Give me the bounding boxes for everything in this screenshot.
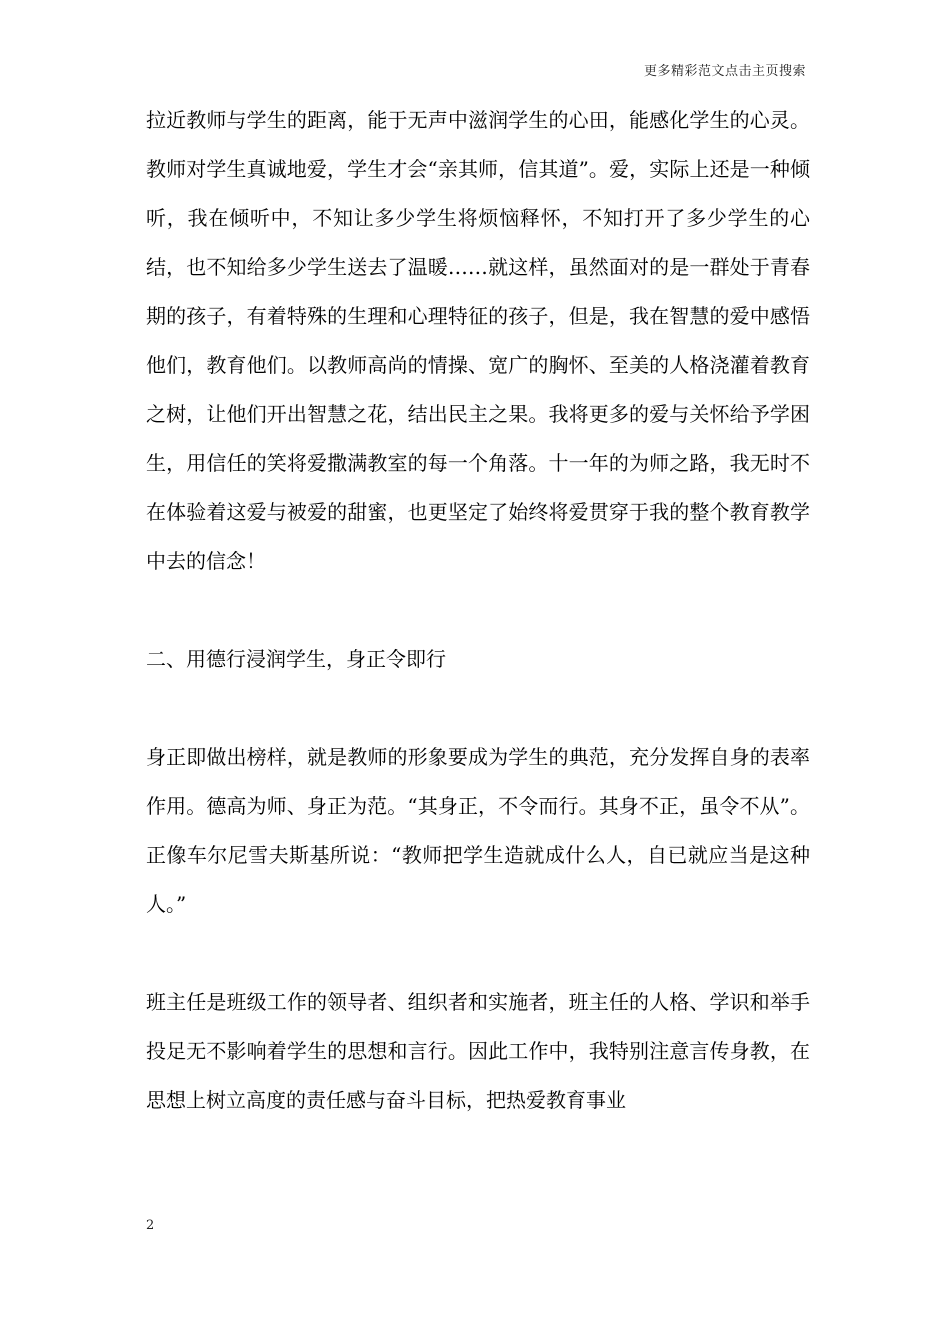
page-number: 2 [146,1218,155,1233]
paragraph-1: 拉近教师与学生的距离，能于无声中滋润学生的心田，能感化学生的心灵。教师对学生真诚地爱，学生才会“亲其师，信其道”。爱，实际上还是一种倾听，我在倾听中，不知让多少学生将烦恼释怀，不知打开了多少学生的心结，也不知给多少学生送去了温暖……就这样，虽然面对的是一群处于青春期的孩子，有着特殊的生理和心理特征的孩子，但是，我在智慧的爱中感悟他们，教育他们。以教师高尚的情操、宽广的胸怀、至美的人格浇灌着教育之树，让他们开出智慧之花，结出民主之果。我将更多的爱与关怀给予学困生，用信任的笑将爱撒满教室的每一个角落。十一年的为师之路，我无时不在体验着这爱与被爱的甜蜜，也更坚定了始终将爱贯穿于我的整个教育教学中去的信念！ [146,108,810,573]
paragraph-3: 班主任是班级工作的领导者、组织者和实施者，班主任的人格、学识和举手投足无不影响着学生的思想和言行。因此工作中，我特别注意言传身教，在思想上树立高度的责任感与奋斗目标，把热爱教育事业 [146,990,810,1112]
section-heading: 二、用德行浸润学生，身正令即行 [146,647,446,671]
document-body [146,96,810,1125]
paragraph-2: 身正即做出榜样，就是教师的形象要成为学生的典范，充分发挥自身的表率作用。德高为师、身正为范。“其身正，不令而行。其身不正，虽令不从”。正像车尔尼雪夫斯基所说：“教师把学生造就成什么人，自已就应当是这种人。” [146,745,810,916]
header-link[interactable]: 更多精彩范文点击主页搜索 [643,64,806,79]
